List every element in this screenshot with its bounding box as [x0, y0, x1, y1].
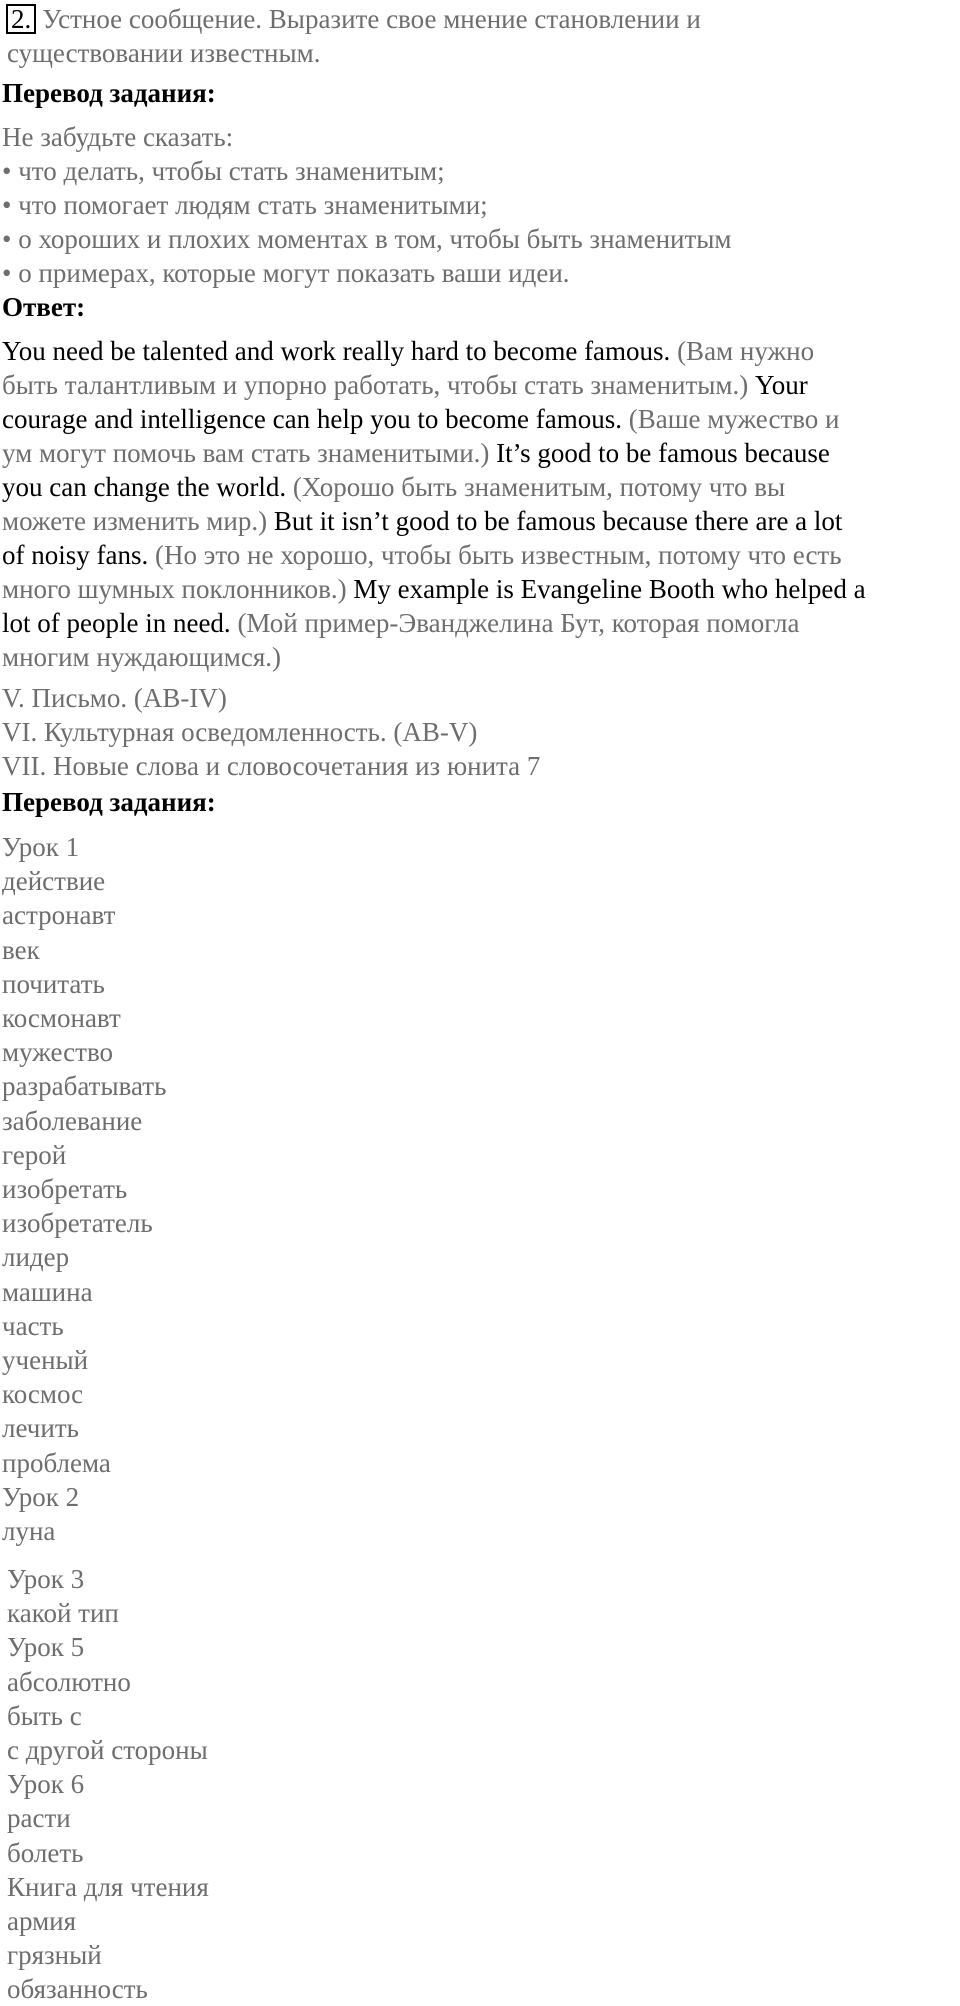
answer-line — [2, 606, 799, 640]
answer-line — [2, 402, 840, 436]
answer-line — [2, 504, 842, 538]
vocab-item: астронавт — [2, 900, 116, 931]
task-text-2: существовании известным. — [7, 38, 321, 68]
task-line-1 — [2, 2, 701, 36]
task-text-1: Устное сообщение. Выразите свое мнение становлении и — [42, 4, 701, 34]
answer-english-text: lot of people in need. — [2, 608, 231, 638]
vocab-item: часть — [2, 1310, 64, 1341]
vocab-item: машина — [2, 1276, 93, 1307]
vocab-item: абсолютно — [7, 1666, 131, 1697]
vocab-item: мужество — [2, 1037, 114, 1068]
task-number: 2. — [6, 4, 36, 34]
answer-line — [2, 572, 866, 606]
answer-russian-text: можете изменить мир.) — [2, 506, 268, 536]
lesson-heading: Урок 5 — [7, 1632, 85, 1663]
answer-line — [2, 368, 808, 402]
vocab-item: действие — [2, 866, 106, 897]
vocab-item: лечить — [2, 1413, 79, 1444]
answer-russian-text: многим нуждающимся.) — [2, 642, 282, 672]
answer-english-text: of noisy fans. — [2, 540, 149, 570]
answer-heading: Ответ: — [2, 292, 86, 322]
answer-line — [2, 334, 814, 368]
vocab-item: заболевание — [2, 1105, 143, 1136]
lesson-heading: Урок 6 — [7, 1769, 85, 1800]
answer-english-text: It’s good to be famous because — [489, 438, 830, 468]
vocab-item: изобретатель — [2, 1208, 153, 1239]
vocab-item: расти — [7, 1803, 71, 1834]
answer-english-text: But it isn’t good to be famous because there are a lot — [267, 506, 843, 536]
answer-english-text: Your — [748, 370, 808, 400]
reminder-bullet: • о примерах, которые могут показать ваши идеи. — [2, 258, 570, 288]
answer-english-text: You need be talented and work really hard to become famous. — [2, 336, 671, 366]
answer-line — [2, 470, 785, 504]
lesson-heading: Книга для чтения — [7, 1871, 209, 1902]
lesson-heading: Урок 1 — [2, 832, 80, 862]
answer-russian-text: (Вам нужно — [670, 336, 815, 366]
section-line: VII. Новые слова и словосочетания из юнита 7 — [2, 751, 541, 781]
translation-heading-2: Перевод задания: — [2, 787, 216, 817]
reminder-bullet: • что помогает людям стать знаменитыми; — [2, 190, 488, 220]
answer-english-text: courage and intelligence can help you to become famous. — [2, 404, 623, 434]
reminder-bullet: • что делать, чтобы стать знаменитым; — [2, 156, 445, 186]
lesson-heading: Урок 3 — [7, 1564, 85, 1594]
answer-russian-text: ум могут помочь вам стать знаменитыми.) — [2, 438, 490, 468]
answer-russian-text: (Хорошо быть знаменитым, потому что вы — [286, 472, 786, 502]
vocab-item: разрабатывать — [2, 1071, 167, 1102]
vocab-item: проблема — [2, 1447, 111, 1478]
answer-english-text: My example is Evangeline Booth who helped a — [346, 574, 866, 604]
vocab-item: ученый — [2, 1345, 89, 1375]
reminder-intro: Не забудьте сказать: — [2, 122, 234, 152]
vocab-item: какой тип — [7, 1598, 119, 1629]
vocab-item: век — [2, 934, 40, 965]
vocab-item: космос — [2, 1379, 84, 1410]
reminder-bullet: • о хороших и плохих моментах в том, чтобы быть знаменитым — [2, 224, 732, 254]
answer-english-text: you can change the world. — [2, 472, 287, 502]
translation-heading-1: Перевод задания: — [2, 78, 216, 108]
vocab-item: быть с — [7, 1700, 82, 1731]
vocab-item: герой — [2, 1139, 67, 1170]
vocab-item: луна — [2, 1516, 56, 1546]
answer-russian-text: (Мой пример-Эванджелина Бут, которая помогла — [230, 608, 800, 638]
vocab-item: лидер — [2, 1242, 70, 1273]
lesson-heading: Урок 2 — [2, 1481, 80, 1512]
vocab-item: обязанность — [7, 1974, 148, 2005]
answer-line — [2, 436, 830, 470]
answer-line — [2, 538, 842, 572]
answer-russian-text: (Ваше мужество и — [622, 404, 840, 434]
vocab-item: с другой стороны — [7, 1735, 208, 1765]
answer-line — [2, 640, 281, 674]
vocab-item: почитать — [2, 968, 105, 999]
section-line: V. Письмо. (AB-IV) — [2, 683, 227, 713]
vocab-item: космонавт — [2, 1003, 121, 1033]
section-line: VI. Культурная осведомленность. (AB-V) — [2, 717, 478, 747]
vocab-item: изобретать — [2, 1174, 128, 1204]
vocab-item: грязный — [7, 1940, 102, 1971]
answer-russian-text: много шумных поклонников.) — [2, 574, 347, 604]
vocab-item: армия — [7, 1906, 77, 1936]
answer-russian-text: (Но это не хорошо, чтобы быть известным, потому что есть — [148, 540, 842, 570]
answer-russian-text: быть талантливым и упорно работать, чтобы стать знаменитым.) — [2, 370, 749, 400]
vocab-item: болеть — [7, 1837, 84, 1868]
